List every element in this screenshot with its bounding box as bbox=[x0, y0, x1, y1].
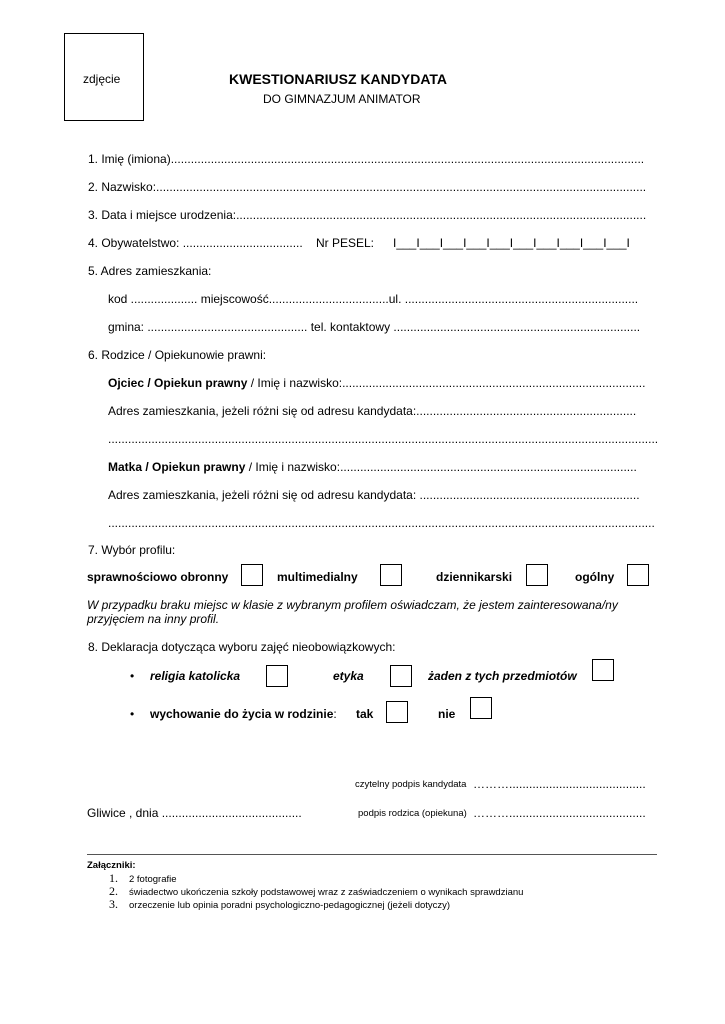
father-address-line: Adres zamieszkania, jeżeli różni się od adresu kandydata:.................................................................. bbox=[108, 404, 637, 418]
field-citizenship: 4. Obywatelstwo: .................................... bbox=[88, 236, 303, 250]
elective-ethics: etyka bbox=[333, 669, 364, 683]
father-line bbox=[108, 376, 645, 390]
family-education-line bbox=[150, 707, 337, 721]
elective-checkbox-religion[interactable] bbox=[266, 665, 288, 687]
pesel-field: I___I___I___I___I___I___I___I___I___I___I bbox=[393, 236, 630, 250]
father-name-field: / Imię i nazwisko:........................................................................................... bbox=[247, 376, 646, 390]
candidate-signature-label: czytelny podpis kandydata bbox=[355, 779, 467, 790]
family-education-label: wychowanie do życia w rodzinie bbox=[150, 707, 334, 721]
parent-signature-label: podpis rodzica (opiekuna) bbox=[358, 808, 467, 819]
profile-checkbox-multimedia[interactable] bbox=[380, 564, 402, 586]
profile-note-line-2: przyjęciem na inny profil. bbox=[87, 612, 220, 626]
mother-line bbox=[108, 460, 637, 474]
profile-heading: 7. Wybór profilu: bbox=[88, 543, 176, 557]
option-yes: tak bbox=[356, 707, 374, 721]
family-education-colon: : bbox=[333, 707, 337, 721]
bullet: • bbox=[130, 707, 135, 721]
field-birth-date-place: 3. Data i miejsce urodzenia:........................................................................................................................... bbox=[88, 208, 647, 222]
profile-note-line-1: W przypadku braku miejsc w klasie z wybranym profilem oświadczam, że jestem zainteresowana/ny bbox=[87, 598, 618, 612]
form-title: KWESTIONARIUSZ KANDYDATA bbox=[229, 71, 448, 87]
electives-heading: 8. Deklaracja dotycząca wyboru zajęć nieobowiązkowych: bbox=[88, 640, 396, 654]
attachment-number: 2. bbox=[109, 884, 118, 898]
profile-checkbox-journalism[interactable] bbox=[526, 564, 548, 586]
family-education-checkbox-yes[interactable] bbox=[386, 701, 408, 723]
bullet: • bbox=[130, 669, 135, 683]
profile-option-general: ogólny bbox=[575, 570, 615, 584]
mother-label: Matka / Opiekun prawny bbox=[108, 460, 246, 474]
attachment-item: świadectwo ukończenia szkoły podstawowej wraz z zaświadczeniem o wynikach sprawdzianu bbox=[129, 887, 524, 898]
photo-box bbox=[64, 33, 144, 121]
attachment-number: 3. bbox=[109, 897, 118, 911]
pesel-label: Nr PESEL: bbox=[316, 236, 375, 250]
profile-checkbox-sport[interactable] bbox=[241, 564, 263, 586]
candidate-signature-field: ………......................................... bbox=[473, 777, 646, 791]
profile-checkbox-general[interactable] bbox=[627, 564, 649, 586]
elective-none: żaden z tych przedmiotów bbox=[428, 669, 577, 683]
address-line-postcode: kod .................... miejscowość....................................ul. ...................................................................... bbox=[108, 292, 639, 306]
profile-option-journalism: dziennikarski bbox=[436, 570, 513, 584]
parent-signature-field: ………......................................... bbox=[473, 806, 646, 820]
attachments-heading: Załączniki: bbox=[87, 860, 136, 871]
mother-name-field: / Imię i nazwisko:......................................................................................... bbox=[245, 460, 637, 474]
mother-address-dots: .................................................................................................................................................................... bbox=[108, 516, 655, 530]
mother-address-line: Adres zamieszkania, jeżeli różni się od adresu kandydata: .................................................................. bbox=[108, 488, 640, 502]
address-heading: 5. Adres zamieszkania: bbox=[88, 264, 212, 278]
attachment-item: 2 fotografie bbox=[129, 874, 177, 885]
divider bbox=[87, 854, 657, 855]
family-education-checkbox-no[interactable] bbox=[470, 697, 492, 719]
attachment-number: 1. bbox=[109, 871, 118, 885]
profile-option-multimedia: multimedialny bbox=[277, 570, 358, 584]
father-address-dots: ..................................................................................................................................................................... bbox=[108, 432, 659, 446]
form-subtitle: DO GIMNAZJUM ANIMATOR bbox=[263, 92, 421, 106]
profile-option-sport: sprawnościowo obronny bbox=[87, 570, 229, 584]
address-line-commune: gmina: ................................................ tel. kontaktowy .......................................................................... bbox=[108, 320, 641, 334]
attachment-item: orzeczenie lub opinia poradni psychologiczno-pedagogicznej (jeżeli dotyczy) bbox=[129, 900, 451, 911]
elective-religion: religia katolicka bbox=[150, 669, 241, 683]
option-no: nie bbox=[438, 707, 456, 721]
field-first-name: 1. Imię (imiona).............................................................................................................................................. bbox=[88, 152, 645, 166]
place-date-field: Gliwice , dnia .......................................... bbox=[87, 806, 302, 820]
elective-checkbox-none[interactable] bbox=[592, 659, 614, 681]
photo-label: zdjęcie bbox=[83, 72, 121, 86]
elective-checkbox-ethics[interactable] bbox=[390, 665, 412, 687]
father-label: Ojciec / Opiekun prawny bbox=[108, 376, 248, 390]
field-last-name: 2. Nazwisko:................................................................................................................................................... bbox=[88, 180, 647, 194]
parents-heading: 6. Rodzice / Opiekunowie prawni: bbox=[88, 348, 267, 362]
